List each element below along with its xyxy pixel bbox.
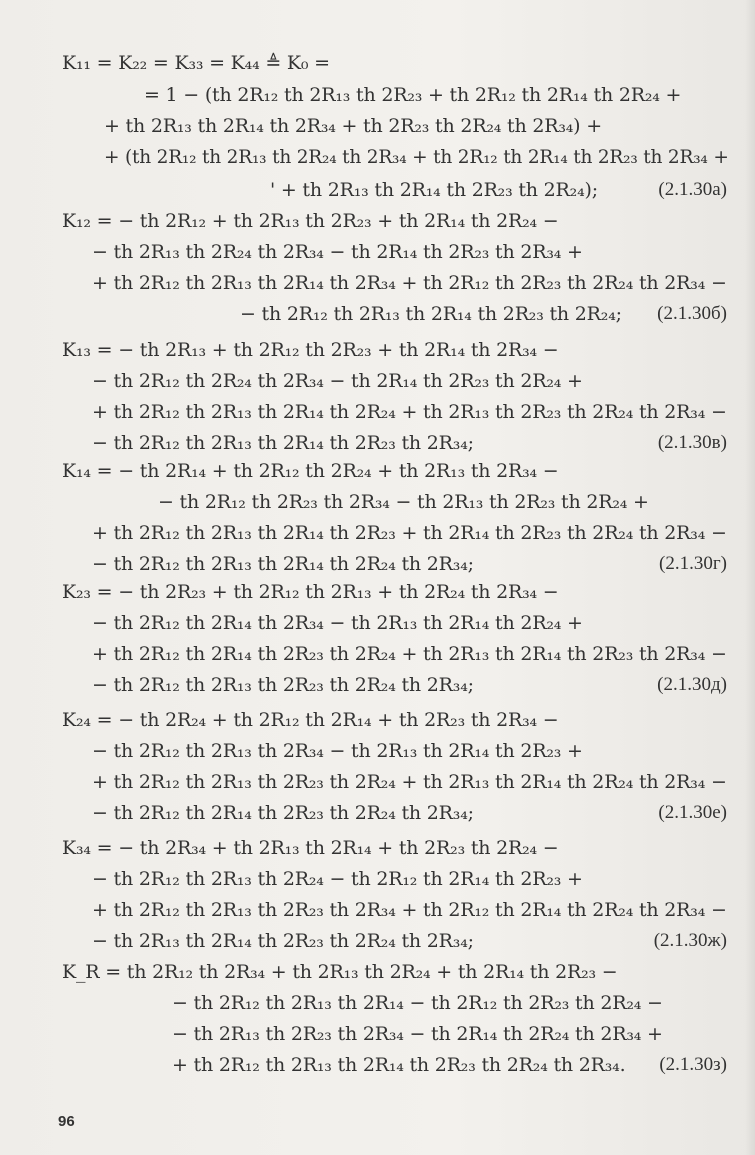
formula-line: + th 2R₁₂ th 2R₁₃ th 2R₂₃ th 2R₂₄ + th 2R₁₃ th 2R₁₄ th 2R₂₄ th 2R₃₄ − bbox=[92, 771, 727, 793]
formula-line: K₁₃ = − th 2R₁₃ + th 2R₁₂ th 2R₂₃ + th 2R₁₄ th 2R₃₄ − bbox=[62, 339, 559, 361]
formula-line: − th 2R₁₂ th 2R₂₃ th 2R₃₄ − th 2R₁₃ th 2R₂₃ th 2R₂₄ + bbox=[158, 491, 649, 513]
formula-line: − th 2R₁₂ th 2R₁₃ th 2R₂₃ th 2R₂₄ th 2R₃₄; bbox=[92, 674, 474, 696]
formula-line: + th 2R₁₂ th 2R₁₃ th 2R₂₃ th 2R₃₄ + th 2R₁₂ th 2R₁₄ th 2R₂₄ th 2R₃₄ − bbox=[92, 899, 727, 921]
formula-line: K₂₄ = − th 2R₂₄ + th 2R₁₂ th 2R₁₄ + th 2R₂₃ th 2R₃₄ − bbox=[62, 709, 559, 731]
formula-line: − th 2R₁₂ th 2R₂₄ th 2R₃₄ − th 2R₁₄ th 2R₂₃ th 2R₂₄ + bbox=[92, 370, 583, 392]
formula-line: + th 2R₁₂ th 2R₁₃ th 2R₁₄ th 2R₂₃ th 2R₂₄ th 2R₃₄. bbox=[172, 1054, 626, 1076]
formula-line: K₁₄ = − th 2R₁₄ + th 2R₁₂ th 2R₂₄ + th 2R₁₃ th 2R₃₄ − bbox=[62, 460, 559, 482]
formula-line: − th 2R₁₂ th 2R₁₃ th 2R₁₄ th 2R₂₃ th 2R₂₄; bbox=[240, 303, 622, 325]
page-number: 96 bbox=[58, 1113, 75, 1130]
formula-line: + th 2R₁₂ th 2R₁₃ th 2R₁₄ th 2R₃₄ + th 2R₁₂ th 2R₂₃ th 2R₂₄ th 2R₃₄ − bbox=[92, 272, 727, 294]
formula-line: K₁₁ = K₂₂ = K₃₃ = K₄₄ ≜ K₀ = bbox=[62, 52, 330, 74]
formula-line: − th 2R₁₂ th 2R₁₃ th 2R₁₄ − th 2R₁₂ th 2R₂₃ th 2R₂₄ − bbox=[172, 992, 663, 1014]
formula-line: − th 2R₁₂ th 2R₁₃ th 2R₁₄ th 2R₂₃ th 2R₃₄; bbox=[92, 432, 474, 454]
formula-line: + th 2R₁₂ th 2R₁₄ th 2R₂₃ th 2R₂₄ + th 2R₁₃ th 2R₁₄ th 2R₂₃ th 2R₃₄ − bbox=[92, 643, 727, 665]
formula-line: + th 2R₁₃ th 2R₁₄ th 2R₃₄ + th 2R₂₃ th 2R₂₄ th 2R₃₄) + bbox=[104, 115, 602, 137]
equation-number: (2.1.30а) bbox=[658, 179, 727, 200]
formula-line: − th 2R₁₂ th 2R₁₄ th 2R₃₄ − th 2R₁₃ th 2R₁₄ th 2R₂₄ + bbox=[92, 612, 583, 634]
formula-line: + th 2R₁₂ th 2R₁₃ th 2R₁₄ th 2R₂₃ + th 2R₁₄ th 2R₂₃ th 2R₂₄ th 2R₃₄ − bbox=[92, 522, 727, 544]
formula-line: − th 2R₁₃ th 2R₂₄ th 2R₃₄ − th 2R₁₄ th 2R₂₃ th 2R₃₄ + bbox=[92, 241, 583, 263]
formula-line: − th 2R₁₂ th 2R₁₃ th 2R₃₄ − th 2R₁₃ th 2R₁₄ th 2R₂₃ + bbox=[92, 740, 583, 762]
formula-line: − th 2R₁₂ th 2R₁₃ th 2R₂₄ − th 2R₁₂ th 2R₁₄ th 2R₂₃ + bbox=[92, 868, 583, 890]
formula-line: − th 2R₁₃ th 2R₁₄ th 2R₂₃ th 2R₂₄ th 2R₃₄; bbox=[92, 930, 474, 952]
formula-line: + (th 2R₁₂ th 2R₁₃ th 2R₂₄ th 2R₃₄ + th 2R₁₂ th 2R₁₄ th 2R₂₃ th 2R₃₄ + bbox=[104, 147, 729, 168]
formula-line: ' + th 2R₁₃ th 2R₁₄ th 2R₂₃ th 2R₂₄); bbox=[270, 179, 598, 201]
page-edge-shadow bbox=[745, 0, 755, 1155]
formula-line: K₁₂ = − th 2R₁₂ + th 2R₁₃ th 2R₂₃ + th 2R₁₄ th 2R₂₄ − bbox=[62, 210, 559, 232]
equation-number: (2.1.30б) bbox=[657, 303, 727, 324]
formula-line: K₃₄ = − th 2R₃₄ + th 2R₁₃ th 2R₁₄ + th 2R₂₃ th 2R₂₄ − bbox=[62, 837, 559, 859]
equation-number: (2.1.30г) bbox=[659, 553, 727, 574]
equation-number: (2.1.30в) bbox=[657, 432, 727, 453]
equation-number: (2.1.30е) bbox=[658, 802, 727, 823]
formula-line: K₂₃ = − th 2R₂₃ + th 2R₁₂ th 2R₁₃ + th 2R₂₄ th 2R₃₄ − bbox=[62, 581, 559, 603]
formula-line: − th 2R₁₃ th 2R₂₃ th 2R₃₄ − th 2R₁₄ th 2R₂₄ th 2R₃₄ + bbox=[172, 1023, 663, 1045]
formula-line: + th 2R₁₂ th 2R₁₃ th 2R₁₄ th 2R₂₄ + th 2R₁₃ th 2R₂₃ th 2R₂₄ th 2R₃₄ − bbox=[92, 401, 727, 423]
formula-line: K_R = th 2R₁₂ th 2R₃₄ + th 2R₁₃ th 2R₂₄ + th 2R₁₄ th 2R₂₃ − bbox=[62, 961, 618, 983]
formula-line: − th 2R₁₂ th 2R₁₃ th 2R₁₄ th 2R₂₄ th 2R₃₄; bbox=[92, 553, 474, 575]
equation-number: (2.1.30ж) bbox=[653, 930, 727, 951]
equation-number: (2.1.30з) bbox=[659, 1054, 727, 1075]
formula-line: − th 2R₁₂ th 2R₁₄ th 2R₂₃ th 2R₂₄ th 2R₃₄; bbox=[92, 802, 474, 824]
formula-line: = 1 − (th 2R₁₂ th 2R₁₃ th 2R₂₃ + th 2R₁₂ th 2R₁₄ th 2R₂₄ + bbox=[144, 84, 682, 106]
equation-number: (2.1.30д) bbox=[657, 674, 727, 695]
